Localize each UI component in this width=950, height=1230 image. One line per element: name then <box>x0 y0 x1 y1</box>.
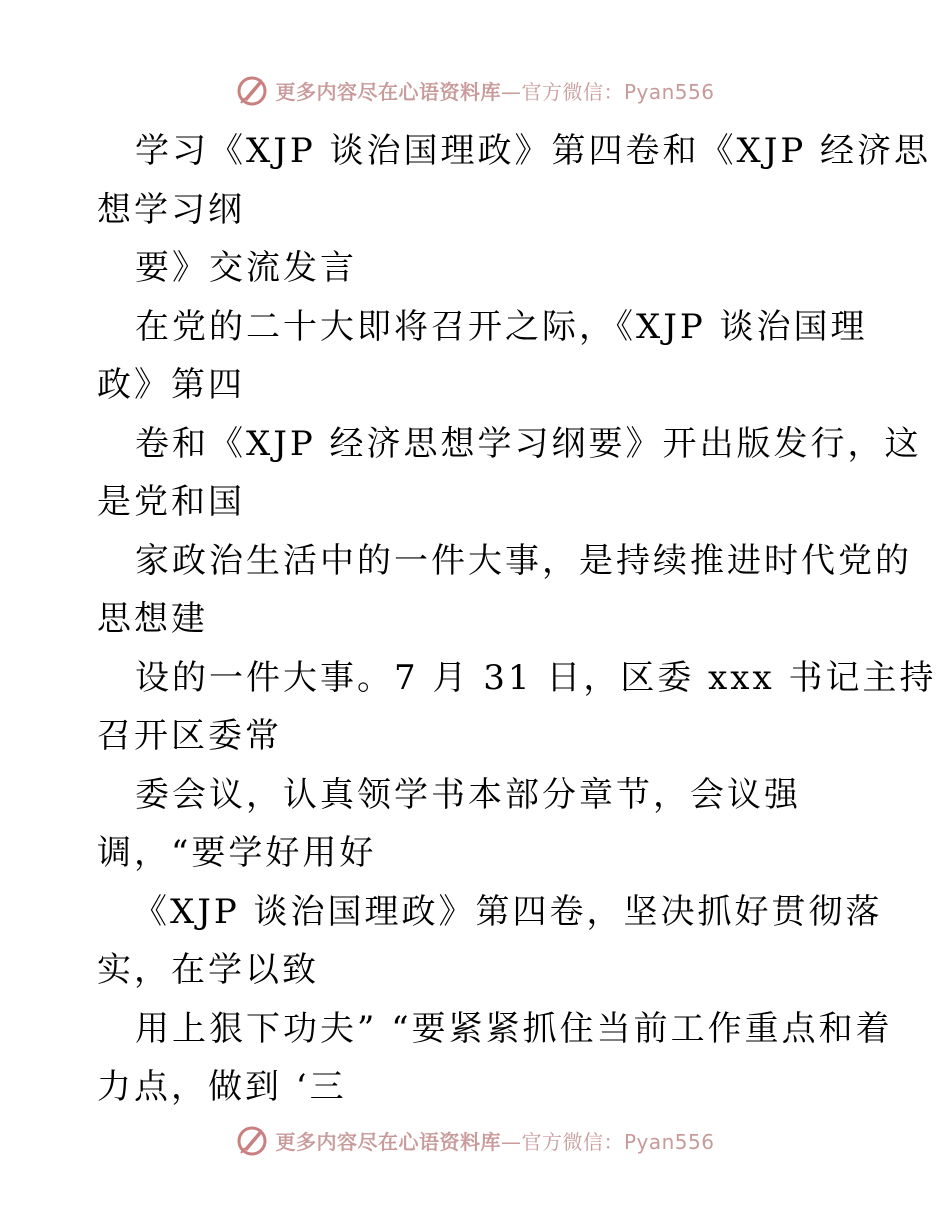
document-body <box>97 122 937 1117</box>
watermark-contact: —官方微信：Pyan556 <box>500 79 715 104</box>
watermark-text <box>275 76 714 105</box>
text-line: 学习《XJP 谈治国理政》第四卷和《XJP 经济思 <box>135 131 932 171</box>
text-line: 调，“要学好用好 <box>97 833 377 873</box>
text-line: 召开区委常 <box>97 716 282 756</box>
text-line: 用上狠下功夫” “要紧紧抓住当前工作重点和着 <box>135 1008 893 1049</box>
text-line: 力点，做到 ‘三 <box>97 1067 347 1107</box>
watermark-brand: 更多内容尽在心语资料库 <box>275 1129 501 1154</box>
text-line: 政》第四 <box>97 365 245 405</box>
footer-watermark <box>0 1120 950 1160</box>
quill-pen-logo-icon <box>235 73 269 107</box>
text-line: 《XJP 谈治国理政》第四卷，坚决抓好贯彻落 <box>133 891 883 932</box>
text-line: 委会议，认真领学书本部分章节，会议强 <box>135 774 801 815</box>
text-line: 是党和国 <box>97 482 245 522</box>
header-watermark <box>0 70 950 110</box>
text-line: 在党的二十大即将召开之际，《XJP 谈治国理 <box>135 306 868 347</box>
text-line: 家政治生活中的一件大事，是持续推进时代党的 <box>135 540 912 581</box>
text-line: 实，在学以致 <box>97 950 319 990</box>
watermark-brand: 更多内容尽在心语资料库 <box>275 79 501 104</box>
text-line: 卷和《XJP 经济思想学习纲要》开出版发行，这 <box>135 423 922 464</box>
text-line: 思想建 <box>97 599 208 639</box>
quill-pen-logo-icon <box>235 1123 269 1157</box>
watermark-contact: —官方微信：Pyan556 <box>500 1129 715 1154</box>
watermark-text <box>275 1126 714 1155</box>
text-line: 设的一件大事。7 月 31 日，区委 xxx 书记主持 <box>135 657 937 698</box>
text-line: 要》交流发言 <box>135 248 357 288</box>
text-line: 想学习纲 <box>97 189 245 230</box>
